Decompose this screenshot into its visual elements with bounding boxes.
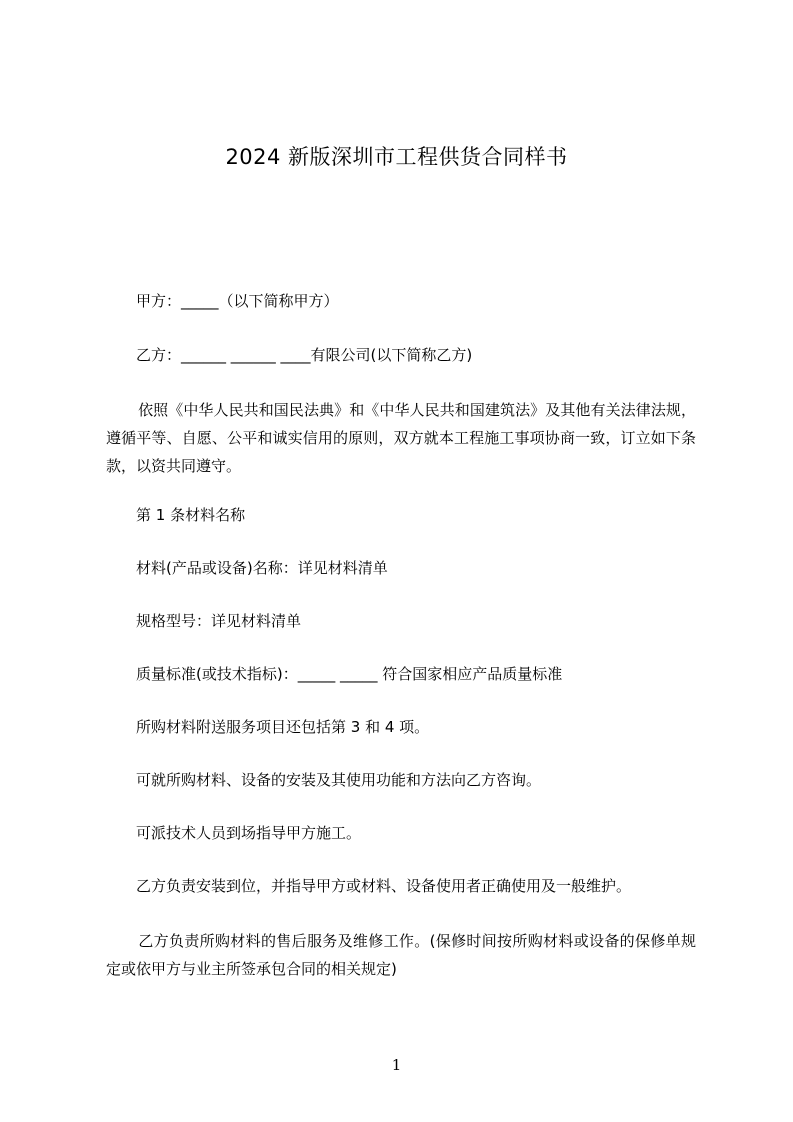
preamble-text: 依照《中华人民共和国民法典》和《中华人民共和国建筑法》及其他有关法律法规，遵循平等、自愿、公平和诚实信用的原则，双方就本工程施工事项协商一致，订立如下条款，以资共同遵守。 [106,401,696,475]
quality-standard-line: 质量标准(或技术指标)：_____ _____ 符合国家相应产品质量标准 [136,665,563,683]
party-b-line: 乙方：______ ______ ____有限公司(以下简称乙方) [136,346,473,364]
service-items-line: 所购材料附送服务项目还包括第 3 和 4 项。 [136,718,430,736]
aftersales-text: 乙方负责所购材料的售后服务及维修工作。(保修时间按所购材料或设备的保修单规定或依甲方与业主所签承包合同的相关规定) [106,932,696,978]
material-name-line: 材料(产品或设备)名称：详见材料清单 [136,559,388,577]
page-number: 1 [391,1056,402,1074]
consult-item-line: 可就所购材料、设备的安装及其使用功能和方法向乙方咨询。 [136,771,542,789]
document-title: 2024 新版深圳市工程供货合同样书 [225,145,568,169]
install-item-line: 乙方负责安装到位，并指导甲方或材料、设备使用者正确使用及一般维护。 [136,877,632,895]
preamble-paragraph [106,396,696,480]
aftersales-paragraph [106,927,696,983]
party-a-line: 甲方：_____（以下简称甲方） [136,292,339,310]
spec-model-line: 规格型号：详见材料清单 [136,612,302,630]
article-1-heading: 第 1 条材料名称 [136,506,246,524]
guide-item-line: 可派技术人员到场指导甲方施工。 [136,824,362,842]
